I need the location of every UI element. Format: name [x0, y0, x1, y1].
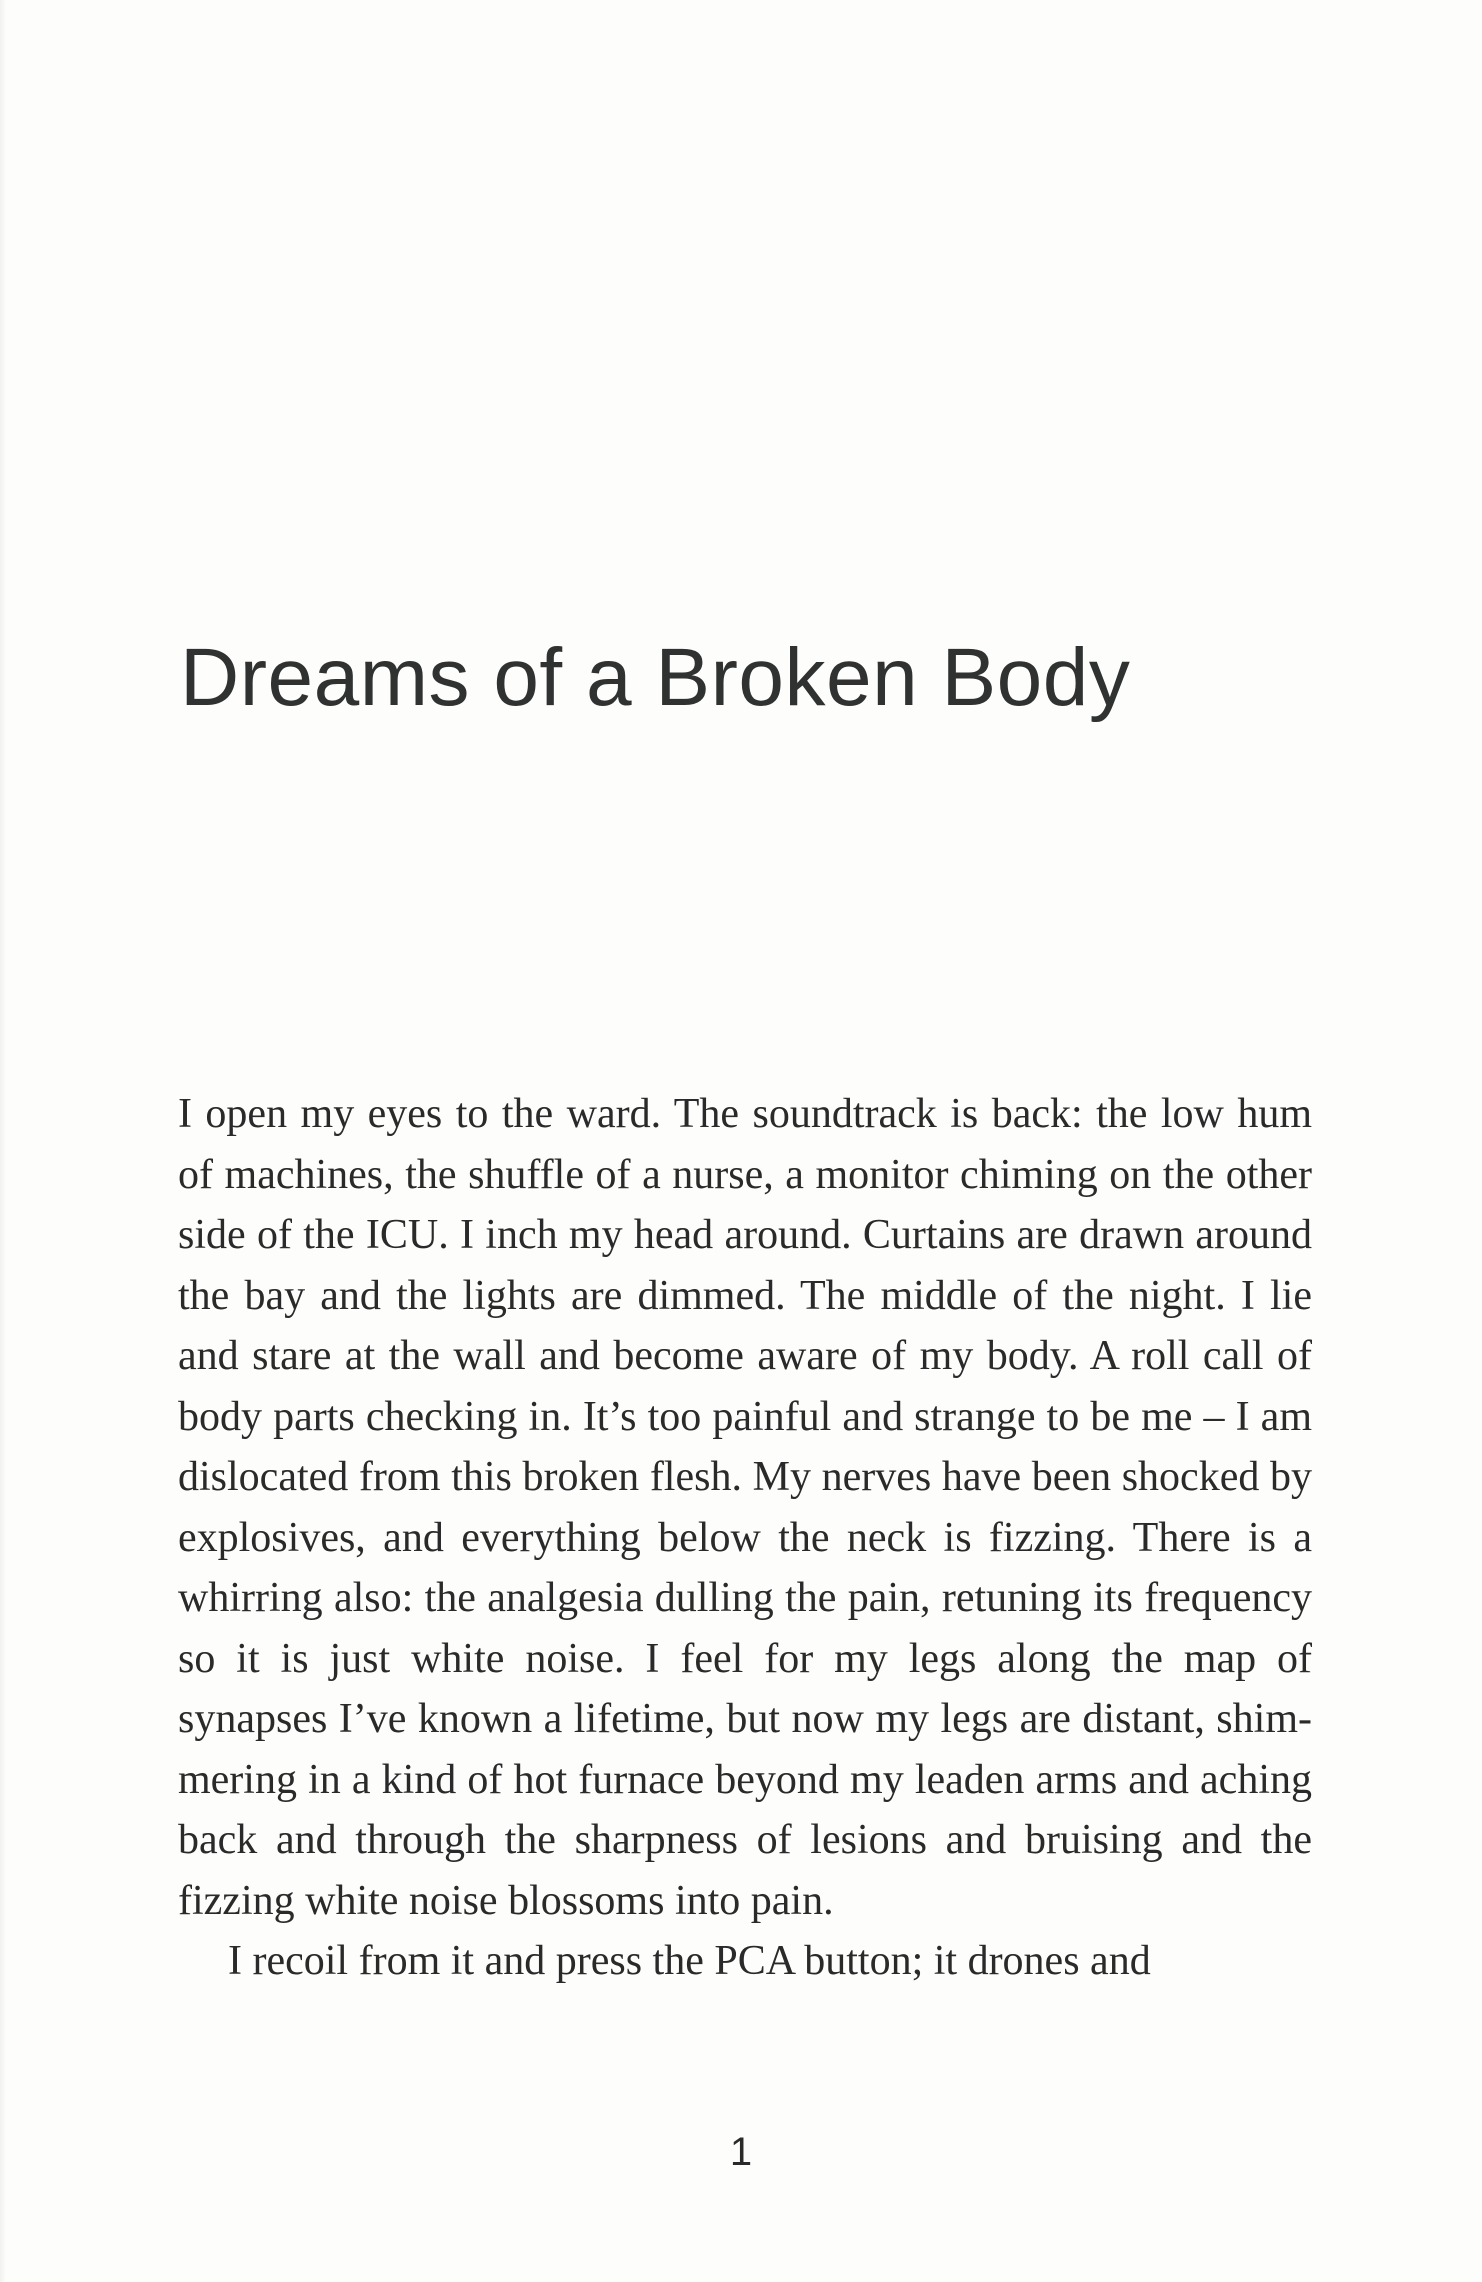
body-text — [178, 1084, 1312, 1992]
page-number: 1 — [729, 2130, 753, 2174]
paragraph-2: I recoil from it and press the PCA button; it drones and — [228, 1938, 1151, 1984]
page-edge-shadow — [0, 0, 6, 2282]
chapter-title: Dreams of a Broken Body — [180, 632, 1131, 723]
paragraph-1: I open my eyes to the ward. The soundtrack is back: the low hum of machines, the shuffle of a nurse, a monitor chiming on the other side of the ICU. I inch my head around. Curtains are drawn around the bay and the lights are dimmed. The middle of the night. I lie and stare at the wall and become aware of my body. A roll call of body parts checking in. It’s too painful and strange to be me – I am dislocated from this broken flesh. My nerves have been shocked by explosives, and everything below the neck is fizzing. There is a whirring also: the analgesia dulling the pain, retuning its frequency so it is just white noise. I feel for my legs along the map of synapses I’ve known a lifetime, but now my legs are distant, shimmering in a kind of hot furnace beyond my leaden arms and aching back and through the sharpness of lesions and bruising and the fizzing white noise blossoms into pain. — [178, 1091, 1312, 1924]
